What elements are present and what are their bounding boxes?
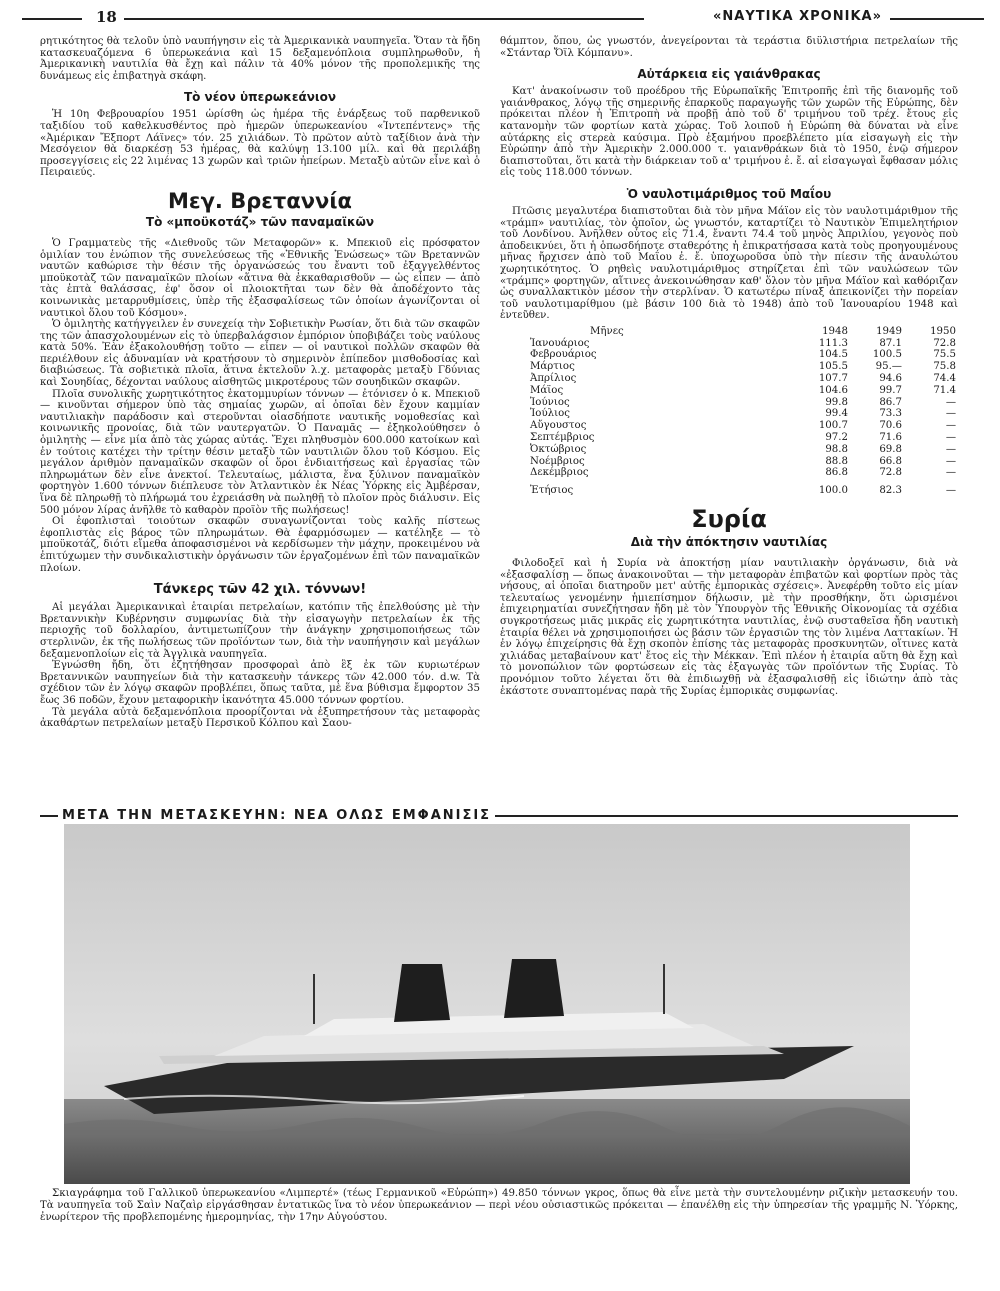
table-annual-row bbox=[500, 479, 958, 497]
month-cell: Μάϊος bbox=[530, 384, 564, 396]
value-cell: 86.8 bbox=[825, 467, 848, 479]
value-cell: — bbox=[945, 443, 956, 455]
value-cell: — bbox=[945, 396, 956, 408]
britain-paragraph-1: Ὁ Γραμματεὺς τῆς «Διεθνοῦς τῶν Μεταφορῶν» κ. Μπεκιοῦ εἰς πρόσφατον ὁμιλίαν του ἐνώπιον τῆς συνελεύσεως τῆς «Ἐθνικῆς Ἑνώσεως» τῶν Βρεταννῶν ναυτῶν καθώρισε τὴν θέσιν τῆς ὀργανώσεώς του ἔναντι τοῦ ἐξαγγελθέντος μποϋκοτὰζ τῶν παναμαϊκῶν πλοίων «ἅτινα θὰ ἐκκαθαρισθοῦν — ὡς εἶπεν — ἀπὸ τὰς ἑπτὰ θαλάσσας, ἐφ' ὅσον οἱ πλοιοκτῆται των δὲν θὰ ἀποδέχοντο τὰς κοινωνικὰς μεταρρυθμίσεις, ὑπὲρ τῆς ἐξασφαλίσεως τῶν ὁποίων ἀγωνίζονται οἱ ναυτικοὶ ὅλου τοῦ Κόσμου». bbox=[40, 237, 480, 319]
value-cell: 88.8 bbox=[825, 455, 848, 467]
month-cell: Σεπτέμβριος bbox=[530, 432, 595, 444]
table-header-row bbox=[500, 326, 958, 338]
ocean-liner-heading: Τὸ νέον ὑπερωκεάνιον bbox=[183, 90, 337, 105]
magazine-title: «ΝΑΥΤΙΚΑ ΧΡΟΝΙΚΑ» bbox=[709, 9, 886, 24]
value-cell: 71.4 bbox=[933, 384, 956, 396]
value-cell: 86.7 bbox=[879, 396, 902, 408]
month-cell: Φεβρουάριος bbox=[530, 349, 597, 361]
value-cell: 72.8 bbox=[933, 337, 956, 349]
freight-index-heading: Ὁ ναυλοτιμάριθμος τοῦ Μαΐου bbox=[626, 186, 832, 201]
column-header-months: Μῆνες bbox=[590, 325, 624, 337]
page-header bbox=[22, 6, 984, 30]
value-cell: 105.5 bbox=[818, 361, 848, 373]
table-row bbox=[500, 385, 958, 397]
photo-banner: ΜΕΤΑ ΤΗΝ ΜΕΤΑΣΚΕΥΗΝ: ΝΕΑ ΟΛΩΣ ΕΜΦΑΝΙΣΙΣ bbox=[58, 808, 495, 823]
tankers-paragraph-1: Αἱ μεγάλαι Ἀμερικανικαὶ ἑταιρίαι πετρελαίων, κατόπιν τῆς ἐπελθούσης μὲ τὴν Βρεταννικὴν Κυβέρνησιν συμφωνίας διὰ τὴν εἰσαγωγὴν πετρελαίων ἐκ τῆς περιοχῆς τοῦ δολλαρίου, ἀντιμετωπίζουν τὴν ἀνάγκην χρησιμοποιήσεως τῶν στερλινῶν, ἐκ τῆς πωλήσεως τῶν προϊόντων των, διὰ τὴν ναυπήγησιν καὶ μεγάλων δεξαμενοπλοίων εἰς τὰ Ἀγγλικὰ ναυπηγεῖα. bbox=[40, 602, 480, 660]
value-cell: 75.8 bbox=[933, 361, 956, 373]
value-cell: 98.8 bbox=[825, 443, 848, 455]
tankers-paragraph-2: Ἐγνώσθη ἤδη, ὅτι ἐζητήθησαν προσφοραὶ ἀπὸ ἓξ ἐκ τῶν κυριωτέρων Βρεταννικῶν ναυπηγείων διὰ τὴν κατασκευὴν τάνκερς τῶν 42.000 τόν. d.w. Τὰ σχέδιον τῶν ἐν λόγῳ σκαφῶν προβλέπει, ὅπως ταῦτα, μὲ ἕνα βύθισμα ἔμφορτον 35 ἔως 36 ποδῶν, ἔχουν μεταφορικὴν ἱκανότητα 45.000 τόννων φορτίου. bbox=[40, 660, 480, 706]
syria-paragraph: Φιλοδοξεῖ καὶ ἡ Συρία νὰ ἀποκτήσῃ μίαν ναυτιλιακὴν ὀργάνωσιν, διὰ νὰ «ἐξασφαλίσῃ — ὅπως ἀνακοινοῦται — τὴν μεταφορὰν ἐπιβατῶν καὶ φορτίων πρὸς τὰς νήσους, αἱ ὁποῖαι διατηροῦν μετ' αὐτῆς ἐμπορικὰς σχέσεις». Ἀνεφέρθη τοῦτο εἰς μίαν τελευταίως γενομένην ἡμιεπίσημον δήλωσιν, μὲ τὴν προσθήκην, ὅτι ὡρισμένοι ἐπιχειρηματίαι συνεζήτησαν ἤδη μὲ τὸν Ὑπουργὸν τῆς Ἐθνικῆς Οἰκονομίας τὰ σχέδια συγκροτήσεως μιᾶς μικρᾶς εἰς χωρητικότητα ναυτιλίας, ἐνῷ συσταθεῖσα ἤδη ναυτικὴ ἑταιρία θέλει νὰ χρησιμοποιήσει ὡς βάσιν τῶν ἐργασιῶν της τὸν λιμένα Λαττακίων. Ἡ ἐν λόγῳ ἐπιχείρησις θὰ ἔχῃ σκοπὸν ἐπίσης τὰς μεταφορὰς προσκυνητῶν, οἵτινες κατὰ χιλιάδας μεταβαίνουν κατ' ἔτος εἰς τὴν Μέκκαν. Ἐπὶ πλέον ἡ ἑταιρία αὕτη θὰ ἔχῃ καὶ τὸ μονοπώλιον τῶν φορτώσεων εἰς τὰς ἐξαγωγὰς τῶν προϊόντων τῆς Συρίας. Τὸ προνόμιον τοῦτο λέγεται ὅτι θὰ ἐπιδιωχθῇ νὰ ἐξασφαλισθῇ εἰς ἰδιώτην ἀπὸ τὰς ἑκάστοτε συναπτομένας παρὰ τῆς Συρίας ἐμπορικὰς συμφωνίας. bbox=[500, 558, 958, 697]
value-cell: 82.3 bbox=[879, 485, 902, 497]
month-cell: Μάρτιος bbox=[530, 361, 575, 373]
value-cell: 99.8 bbox=[825, 396, 848, 408]
value-cell: 104.6 bbox=[818, 384, 848, 396]
tankers-paragraph-3: Τὰ μεγάλα αὐτὰ δεξαμενόπλοια προορίζονται νὰ ἐξυπηρετήσουν τὰς μεταφορὰς ἀκαθάρτων πετρελαίων μεταξὺ Περσικοῦ Κόλπου καὶ Σαου- bbox=[40, 706, 480, 730]
value-cell: — bbox=[945, 420, 956, 432]
month-cell: Νοέμβριος bbox=[530, 455, 585, 467]
left-intro-paragraph: ρητικότητος θὰ τελοῦν ὑπὸ ναυπήγησιν εἰς τὰ Ἀμερικανικὰ ναυπηγεῖα. Ὅταν τὰ ἤδη κατασκευαζόμενα 6 ὑπερωκεάνια καὶ 15 δεξαμενόπλοια συμπληρωθοῦν, ἡ Ἀμερικανικὴ ναυτιλία θὰ ἔχῃ καὶ πάλιν τὰ 40% μόνον τῆς προπολεμικῆς της δυνάμεως εἰς ἐπιβατηγὰ σκάφη. bbox=[40, 36, 480, 82]
value-cell: 104.5 bbox=[818, 349, 848, 361]
ship-funnel-fore bbox=[504, 959, 564, 1018]
value-cell: 99.7 bbox=[879, 384, 902, 396]
column-header-1949: 1949 bbox=[876, 325, 902, 337]
freight-index-table bbox=[500, 326, 958, 497]
ship-photo bbox=[64, 824, 910, 1184]
month-cell: Ἰανουάριος bbox=[530, 337, 590, 349]
table-row bbox=[500, 444, 958, 456]
right-intro-paragraph: θάμπτον, ὅπου, ὡς γνωστόν, ἀνεγείρονται τὰ τεράστια διϋλιστήρια πετρελαίων τῆς «Στάνταρ Ὄϊλ Κόμπανυ». bbox=[500, 36, 958, 59]
table-row bbox=[500, 456, 958, 468]
table-row bbox=[500, 408, 958, 420]
value-cell: — bbox=[945, 408, 956, 420]
value-cell: 100.7 bbox=[818, 420, 848, 432]
freight-index-paragraph: Πτῶσις μεγαλυτέρα διαπιστοῦται διὰ τὸν μῆνα Μάϊον εἰς τὸν ναυλοτιμάριθμον τῆς «τράμπ» ναυτιλίας, τὸν ὁποῖον, ὡς γνωστόν, καταρτίζει τὸ Ναυτικὸν Ἐπιμελητήριον τοῦ Λονδίνου. Ἀνῆλθεν οὗτος εἰς 71.4, ἔναντι 74.4 τοῦ μηνὸς Ἀπριλίου, γεγονὸς ποὺ ἀποδεικνύει, ὅτι ἡ ὁπωσδήποτε σταθερότης ἡ ἐπικρατήσασα κατὰ τοὺς προηγουμένους μῆνας ἤρχισεν ἀπὸ τοῦ Μαΐου ἐ. ἔ. ὑποχωροῦσα ὑπὸ τὴν πίεσιν τῆς ἀναυλώτου χωρητικότητος. Ὁ ρηθεὶς ναυλοτιμάριθμος στηρίζεται ἐπὶ τῶν ναυλώσεων τῶν «τράμπς» φορτηγῶν, αἵτινες ἀνεκοινώθησαν καθ' ὅλον τὸν μῆνα Μάϊον καὶ καθόριζαν ὡς συναλλακτικὸν μέσον τὴν στερλίναν. Ὁ κατωτέρω πίναξ ἀπεικονίζει τὴν πορείαν τοῦ ναυλοτιμαρίθμου (μὲ βάσιν 100 διὰ τὸ 1948) ἀπὸ τοῦ Ἰανουαρίου 1948 καὶ ἐντεῦθεν. bbox=[500, 205, 958, 322]
value-cell: — bbox=[945, 455, 956, 467]
value-cell: 100.5 bbox=[872, 349, 902, 361]
page-number: 18 bbox=[96, 8, 117, 26]
value-cell: 99.4 bbox=[825, 408, 848, 420]
tankers-heading: Τάνκερς τῶν 42 χιλ. τόννων! bbox=[153, 582, 367, 598]
annual-label-cell: Ἐτήσιος bbox=[530, 485, 574, 497]
value-cell: 95.— bbox=[875, 361, 902, 373]
britain-subheading: Τὸ «μποϋκοτάζ» τῶν παναμαϊκῶν bbox=[145, 214, 375, 229]
header-rule-left bbox=[22, 18, 82, 20]
value-cell: 70.6 bbox=[879, 420, 902, 432]
month-cell: Ὀκτώβριος bbox=[530, 443, 587, 455]
britain-paragraph-2: Ὁ ὁμιλητὴς κατήγγειλεν ἐν συνεχείᾳ τὴν Σοβιετικὴν Ρωσίαν, ὅτι διὰ τῶν σκαφῶν της τῶν ἀπασχολουμένων εἰς τὸ ὑπερβαλάσσιον ἐμπόριον ὑποβιβάζει τοὺς ναύλους κατὰ 50%. Ἐὰν ἐξακολουθήσῃ τοῦτο — εἶπεν — οἱ ναυτικοὶ πολλῶν σκαφῶν θὰ περιέλθουν εἰς ἀδυναμίαν νὰ κρατήσουν τὸ σημερινὸν ἐπίπεδον μισθοδοσίας καὶ διαβιώσεως. Τὰ σοβιετικὰ πλοῖα, ἅτινα ἐκτελοῦν λ.χ. μεταφορὰς μεταξὺ Γδύνιας καὶ Σουηδίας, δέχονται ναύλους αἰσθητῶς μικροτέρους τῶν σουηδικῶν σκαφῶν. bbox=[40, 319, 480, 389]
value-cell: 66.8 bbox=[879, 455, 902, 467]
coal-heading: Αὐτάρκεια εἰς γαιάνθρακας bbox=[637, 67, 821, 82]
value-cell: 72.8 bbox=[879, 467, 902, 479]
header-rule-middle bbox=[124, 18, 644, 20]
header-rule-right bbox=[890, 18, 984, 20]
right-column bbox=[500, 36, 958, 697]
value-cell: 94.6 bbox=[879, 373, 902, 385]
value-cell: 100.0 bbox=[818, 485, 848, 497]
left-column bbox=[40, 36, 480, 730]
britain-paragraph-4: Οἱ ἐφοπλισταὶ τοιούτων σκαφῶν συναγωνίζονται τοὺς καλῆς πίστεως ἐφοπλιστὰς εἰς βάρος τῶν πληρωμάτων. Θὰ ἐφαρμόσωμεν — κατέληξε — τὸ μποϋκοτάζ, διότι εἴμεθα ἀποφασισμένοι νὰ κερδίσωμεν τὴν μάχην, προκειμένου νὰ ἐπιτύχωμεν τὴν συνδικαλιστικὴν ὀργάνωσιν τῶν ἐργαζομένων ἐπὶ τῶν παναμαϊκῶν πλοίων. bbox=[40, 516, 480, 574]
ship-funnel-aft bbox=[394, 964, 450, 1022]
value-cell: 75.5 bbox=[933, 349, 956, 361]
table-row bbox=[500, 349, 958, 361]
ocean-liner-paragraph: Ἡ 10η Φεβρουαρίου 1951 ὡρίσθη ὡς ἡμέρα τῆς ἐνάρξεως τοῦ παρθενικοῦ ταξιδίου τοῦ καθελκυσθέντος πρὸ ἡμερῶν ὑπερωκεανίου «Ἰντεπέντενς» τῆς «Ἀμέρικαν Ἔξπορτ Λάϊνες» τόν. 25 χιλιάδων. Τὸ πρῶτον αὐτὸ ταξίδιον ἀνὰ τὴν Μεσόγειον θὰ διαρκέσῃ 53 ἡμέρας, θὰ καλύψῃ 13.100 μίλ. καὶ θὰ περιλάβῃ προσεγγίσεις εἰς 22 λιμένας 13 χωρῶν καὶ τριῶν ἠπείρων. Μεταξὺ αὐτῶν εἶνε καὶ ὁ Πειραιεύς. bbox=[40, 109, 480, 179]
value-cell: 107.7 bbox=[818, 373, 848, 385]
month-cell: Ἰούλιος bbox=[530, 408, 570, 420]
value-cell: 87.1 bbox=[879, 337, 902, 349]
photo-caption: Σκιαγράφημα τοῦ Γαλλικοῦ ὑπερωκεανίου «Λιμπερτέ» (τέως Γερμανικοῦ «Εὐρώπη») 49.850 τόννων γκρος, ὅπως θὰ εἶνε μετὰ τὴν συντελουμένην ριζικὴν μετασκευήν του. Τὰ ναυπηγεῖα τοῦ Σαὶν Ναζαὶρ εἰργάσθησαν ἐντατικῶς ἵνα τὸ νέον ὑπερωκεάνιον — περὶ νέου οὐσιαστικῶς πρόκειται — ἐπανέλθῃ εἰς τὴν ὑπηρεσίαν τῆς γραμμῆς Ν. Ὑόρκης, ἐνωρίτερον τῆς προβλεπομένης ἡμερομηνίας, τὴν 17ην Αὐγούστου. bbox=[40, 1188, 958, 1223]
value-cell: 73.3 bbox=[879, 408, 902, 420]
britain-paragraph-3: Πλοῖα συνολικῆς χωρητικότητος ἑκατομμυρίων τόννων — ἐτόνισεν ὁ κ. Μπεκιοῦ — κινοῦνται σήμερον ὑπὸ τὰς σημαίας χωρῶν, αἱ ὁποῖαι δὲν ἔχουν καμμίαν ναυτιλιακὴν παράδοσιν καὶ στεροῦνται οἱασδήποτε ναυτικῆς νομοθεσίας καὶ κοινωνικῆς προνοίας, διὰ τῶν ναυτεργατῶν. Ὁ Παναμᾶς — ἐξηκολούθησεν ὁ ὁμιλητὴς — εἶνε μία ἀπὸ τὰς χώρας αὐτάς. Ἔχει πληθυσμὸν 600.000 κατοίκων καὶ ἐν τούτοις κατέχει τὴν τρίτην θέσιν μεταξὺ τῶν ναυτιλιῶν ὅλου τοῦ Κόσμου. Εἰς μεγάλον ἀριθμὸν παναμαϊκῶν σκαφῶν οἱ ὅροι ἐνδιαιτήσεως καὶ ἐργασίας τῶν πληρωμάτων δὲν εἶνε ἀνεκτοί. Τελευταίως, μάλιστα, ἕνα ξύλινον παναμαϊκὸν φορτηγὸν 1.600 τόννων διέπλευσε τὸν Ἀτλαντικὸν ἐκ Νέας Ὑόρκης εἰς Ἀμβέρσαν, ἵνα δὲ πληρωθῇ τὸ πλήρωμά του ἐχρειάσθη νὰ πωληθῇ τὸ πλοῖον πρὸς διάλυσιν. Εἰς 500 μόνον λίρας ἀνῆλθε τὸ καθαρὸν προϊὸν τῆς πωλήσεως! bbox=[40, 388, 480, 516]
month-cell: Ἀπρίλιος bbox=[530, 373, 577, 385]
month-cell: Ἰούνιος bbox=[530, 396, 570, 408]
month-cell: Δεκέμβριος bbox=[530, 467, 589, 479]
value-cell: — bbox=[945, 467, 956, 479]
column-header-1950: 1950 bbox=[930, 325, 956, 337]
value-cell: 111.3 bbox=[818, 337, 848, 349]
column-header-1948: 1948 bbox=[822, 325, 848, 337]
table-row bbox=[500, 432, 958, 444]
table-row bbox=[500, 467, 958, 479]
coal-paragraph: Κατ' ἀνακοίνωσιν τοῦ προέδρου τῆς Εὐρωπαϊκῆς Ἐπιτροπῆς ἐπὶ τῆς διανομῆς τοῦ γαιάνθρακος, λόγῳ τῆς σημερινῆς ἐπαρκοῦς παραγωγῆς τῶν χωρῶν τῆς Εὐρώπης, δὲν πρόκειται πλέον ἡ Ἐπιτροπὴ νὰ προβῇ ἀπὸ τοῦ δ' τριμήνου τοῦ τρέχ. ἔτους εἰς κατανομὴν τῶν φορτίων κατὰ χώρας. Τοῦ λοιποῦ ἡ Εὐρώπη θὰ δύναται νὰ εἶνε αὐτάρκης εἰς στερεὰ καύσιμα. Πρὸ ἑξαμήνου προεβλέπετο μία εἰσαγωγὴ εἰς τὴν Εὐρώπην ἀπὸ τὴν Ἀμερικὴν 2.000.000 τ. γαιανθράκων διὰ τὸ 1950, ἐνῷ σήμερον διαπιστοῦται, ὅτι κατὰ τὴν διάρκειαν τοῦ α' τριμήνου ἐ. ἔ. αἱ εἰσαγωγαὶ ἔφθασαν μόλις εἰς τοὺς 118.000 τόννων. bbox=[500, 86, 958, 179]
table-row bbox=[500, 420, 958, 432]
table-row bbox=[500, 397, 958, 409]
table-row bbox=[500, 361, 958, 373]
syria-subheading: Διὰ τὴν ἀπόκτησιν ναυτιλίας bbox=[630, 535, 828, 550]
syria-heading: Συρία bbox=[691, 505, 767, 534]
value-cell: 71.6 bbox=[879, 432, 902, 444]
value-cell: 97.2 bbox=[825, 432, 848, 444]
britain-heading: Μεγ. Βρεταννία bbox=[168, 188, 352, 213]
month-cell: Αὔγουστος bbox=[530, 420, 587, 432]
value-cell: 74.4 bbox=[933, 373, 956, 385]
value-cell: 69.8 bbox=[879, 443, 902, 455]
value-cell: — bbox=[945, 432, 956, 444]
value-cell: — bbox=[945, 485, 956, 497]
table-row bbox=[500, 373, 958, 385]
table-row bbox=[500, 338, 958, 350]
